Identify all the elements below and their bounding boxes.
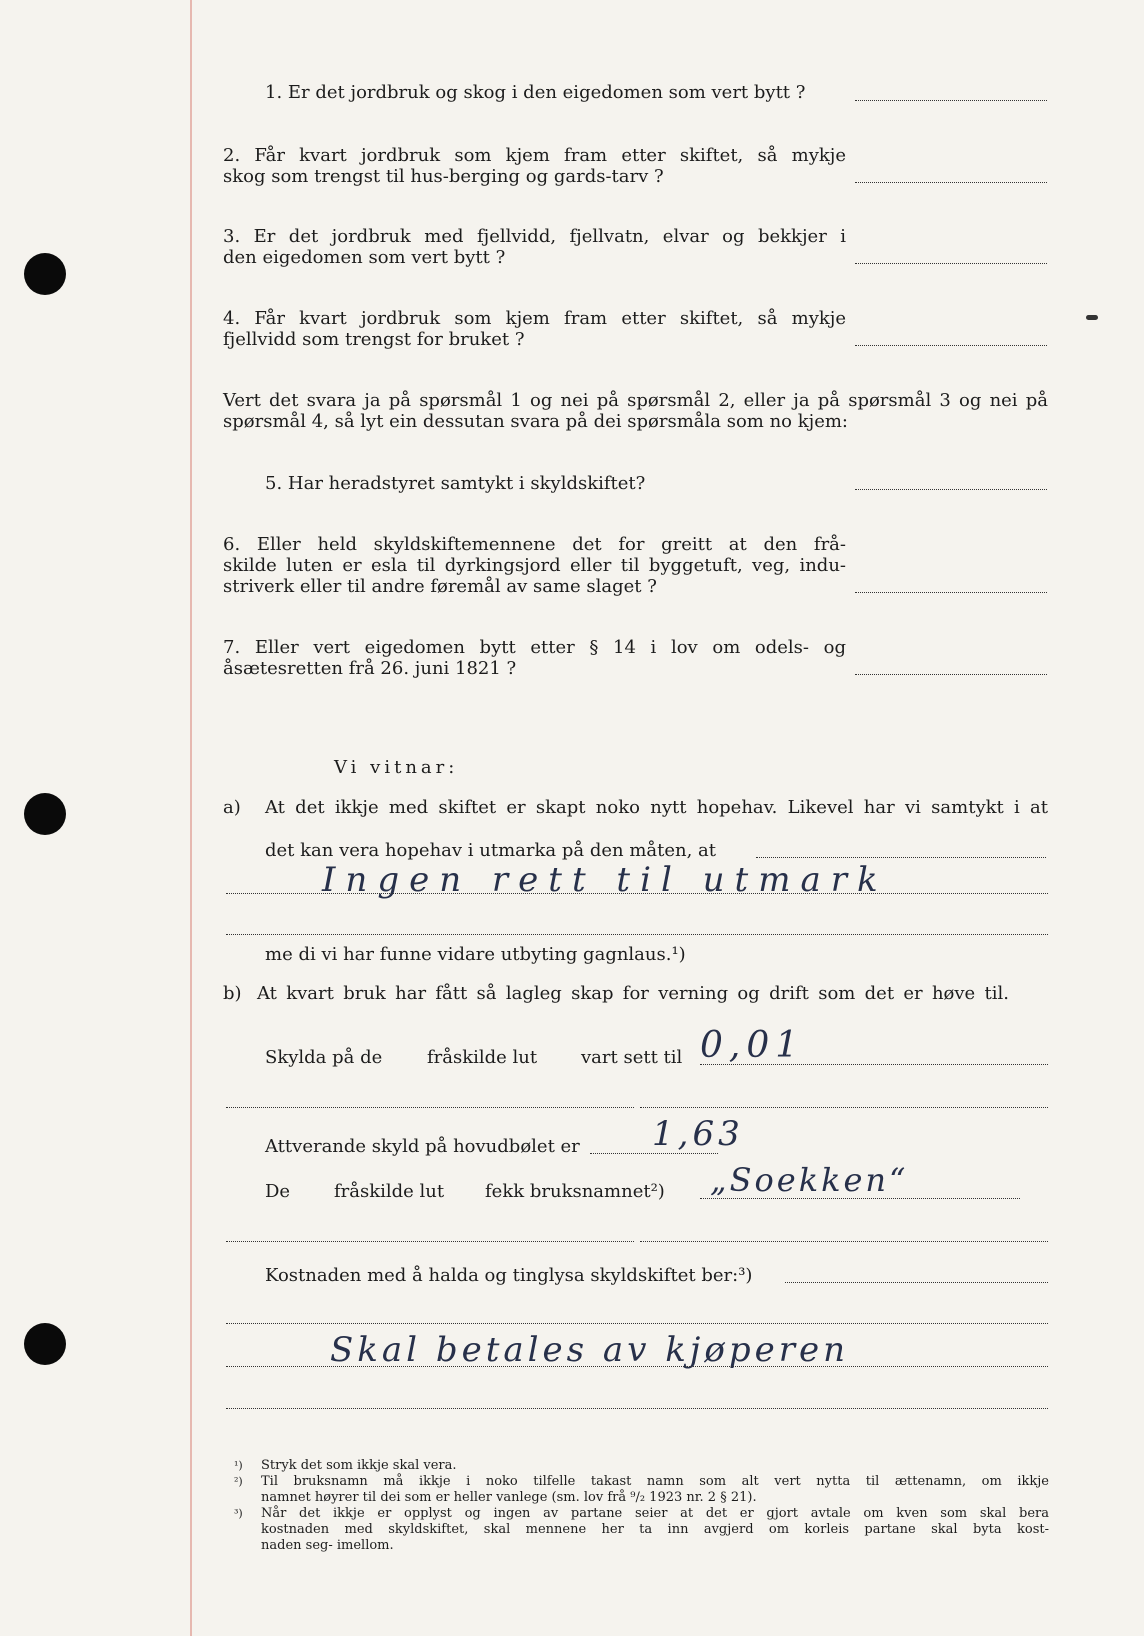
answer-line-7[interactable] — [855, 674, 1047, 675]
ink-mark — [1086, 315, 1098, 320]
instruction-line-2: spørsmål 4, så lyt ein dessutan svara på dei spørsmåla som no kjem: — [223, 411, 848, 432]
skyld-line-2b[interactable] — [640, 1107, 1048, 1108]
kost-label: Kostnaden med å halda og tinglysa skyldskiftet ber:³) — [265, 1265, 753, 1286]
question-4-line-2: fjellvidd som trengst for bruket ? — [223, 329, 525, 350]
question-5: 5. Har heradstyret samtykt i skyldskiftet? — [265, 473, 646, 494]
witness-b-label: b) — [223, 983, 242, 1004]
question-6-line-1: 6. Eller held skyldskiftemennene det for greitt at den frå- — [223, 534, 846, 555]
punch-hole-top — [24, 253, 66, 295]
namn-label-2: fråskilde lut — [334, 1181, 445, 1202]
skyld-line-2a[interactable] — [226, 1107, 634, 1108]
namn-value: „Soekken“ — [710, 1161, 909, 1199]
witness-a-line-1: At det ikkje med skiftet er skapt noko nytt hopehav. Likevel har vi samtykt i at — [265, 797, 1048, 818]
kost-value: Skal betales av kjøperen — [330, 1330, 849, 1370]
namn-label-3: fekk bruksnamnet²) — [485, 1181, 665, 1202]
kost-line-1[interactable] — [785, 1282, 1048, 1283]
question-2-line-2: skog som trengst til hus-berging og gards-tarv ? — [223, 166, 664, 187]
footnote-1-line-1: Stryk det som ikkje skal vera. — [261, 1458, 457, 1473]
footnote-1-mark: ¹) — [234, 1459, 243, 1472]
hopehav-line-2[interactable] — [226, 893, 1048, 894]
question-3-line-2: den eigedomen som vert bytt ? — [223, 247, 506, 268]
answer-line-3[interactable] — [855, 263, 1047, 264]
hopehav-line-3[interactable] — [226, 934, 1048, 935]
footnote-3-line-1: Når det ikkje er opplyst og ingen av partane seier at det er gjort avtale om kven som skal bera — [261, 1506, 1049, 1521]
answer-line-2[interactable] — [855, 182, 1047, 183]
punch-hole-middle — [24, 793, 66, 835]
witness-heading: Vi vitnar: — [334, 757, 459, 778]
namn-label-1: De — [265, 1181, 291, 1202]
footnote-3-mark: ³) — [234, 1507, 243, 1520]
namn-line-2a[interactable] — [226, 1241, 634, 1242]
footnote-3-line-2: kostnaden med skyldskiftet, skal mennene her ta inn avgjerd om korleis partane skal byta kost- — [261, 1522, 1049, 1537]
skyld-label-3: vart sett til — [581, 1047, 683, 1068]
witness-a-line-2: det kan vera hopehav i utmarka på den måten, at — [265, 840, 717, 861]
instruction-line-1: Vert det svara ja på spørsmål 1 og nei på spørsmål 2, eller ja på spørsmål 3 og nei på — [223, 390, 1048, 411]
answer-line-6[interactable] — [855, 592, 1047, 593]
question-2-line-1: 2. Får kvart jordbruk som kjem fram etter skiftet, så mykje — [223, 145, 846, 166]
answer-line-5[interactable] — [855, 489, 1047, 490]
witness-a-label: a) — [223, 797, 241, 818]
kost-line-4[interactable] — [226, 1408, 1048, 1409]
witness-a-line-3: me di vi har funne vidare utbyting gagnlaus.¹) — [265, 944, 686, 965]
footnote-3-line-3: naden seg- imellom. — [261, 1538, 394, 1553]
answer-line-4[interactable] — [855, 345, 1047, 346]
question-3-line-1: 3. Er det jordbruk med fjellvidd, fjellvatn, elvar og bekkjer i — [223, 226, 846, 247]
question-6-line-3: striverk eller til andre føremål av same slaget ? — [223, 576, 657, 597]
attver-label: Attverande skyld på hovudbølet er — [265, 1136, 580, 1157]
kost-line-2[interactable] — [226, 1323, 1048, 1324]
footnote-2-line-1: Til bruksnamn må ikkje i noko tilfelle takast namn som alt vert nytta til ættenamn, om ikkje — [261, 1474, 1049, 1489]
question-7-line-1: 7. Eller vert eigedomen bytt etter § 14 i lov om odels- og — [223, 637, 846, 658]
question-4-line-1: 4. Får kvart jordbruk som kjem fram etter skiftet, så mykje — [223, 308, 846, 329]
footnote-2-mark: ²) — [234, 1475, 243, 1488]
margin-line — [190, 0, 192, 1636]
kost-line-3[interactable] — [226, 1366, 1048, 1367]
skyld-value: 0,01 — [700, 1025, 805, 1066]
answer-line-1[interactable] — [855, 100, 1047, 101]
attver-value: 1,63 — [652, 1114, 744, 1154]
skyld-label: Skylda på de — [265, 1047, 383, 1068]
question-1: 1. Er det jordbruk og skog i den eigedomen som vert bytt ? — [265, 82, 806, 103]
punch-hole-bottom — [24, 1323, 66, 1365]
hopehav-line-1[interactable] — [756, 857, 1046, 858]
namn-line-2b[interactable] — [640, 1241, 1048, 1242]
hopehav-handwriting: Ingen rett til utmark — [322, 860, 888, 900]
skyld-label-2: fråskilde lut — [427, 1047, 538, 1068]
footnote-2-line-2: namnet høyrer til dei som er heller vanlege (sm. lov frå ⁹/₂ 1923 nr. 2 § 21). — [261, 1490, 757, 1505]
question-6-line-2: skilde luten er esla til dyrkingsjord eller til byggetuft, veg, indu- — [223, 555, 846, 576]
question-7-line-2: åsætesretten frå 26. juni 1821 ? — [223, 658, 517, 679]
witness-b-line-1: At kvart bruk har fått så lagleg skap for verning og drift som det er høve til. — [257, 983, 1009, 1004]
